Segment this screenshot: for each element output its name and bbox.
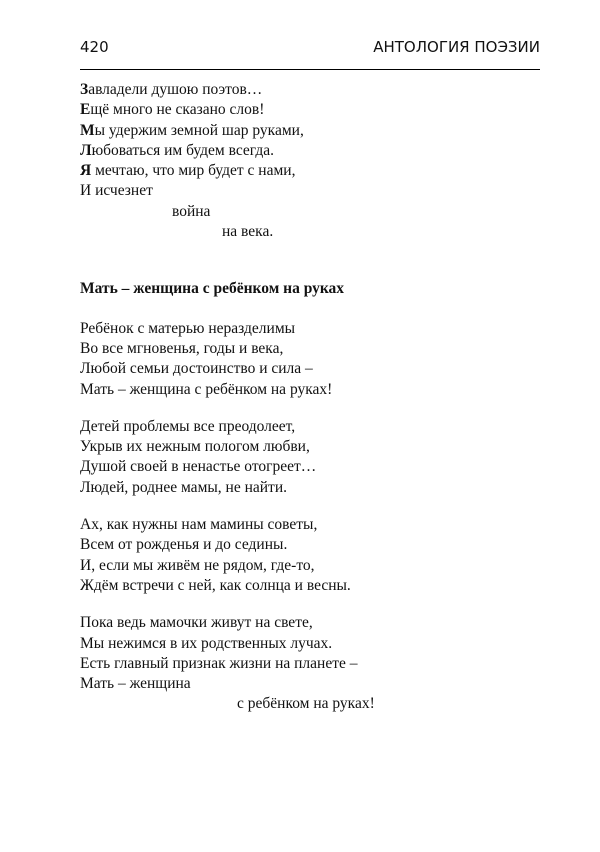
verse-line: Людей, роднее мамы, не найти. bbox=[80, 478, 288, 496]
verse-line: Мать – женщина bbox=[80, 675, 191, 693]
stanza bbox=[80, 417, 560, 498]
verse-line bbox=[80, 121, 560, 141]
line-text: война bbox=[172, 202, 211, 220]
line-text: мечтаю, что мир будет с нами, bbox=[91, 162, 296, 180]
verse-line: Ах, как нужны нам мамины советы, bbox=[80, 516, 318, 534]
verse-line: Ждём встречи с ней, как солнца и весны. bbox=[80, 576, 351, 594]
verse-line: Есть главный признак жизни на планете – bbox=[80, 654, 358, 672]
line-text: И исчезнет bbox=[80, 182, 153, 200]
verse-line: с ребёнком на руках! bbox=[237, 695, 375, 713]
running-title: АНТОЛОГИЯ ПОЭЗИИ bbox=[373, 38, 540, 56]
verse-line: Укрыв их нежным пологом любви, bbox=[80, 438, 310, 456]
line-text: на века. bbox=[222, 223, 274, 241]
header-rule bbox=[80, 69, 540, 70]
verse-line: Мы нежимся в их родственных лучах. bbox=[80, 634, 333, 652]
verse-line: Душой своей в ненастье отогреет… bbox=[80, 458, 317, 476]
bold-initial: Л bbox=[80, 141, 92, 159]
bold-initial: Я bbox=[80, 162, 92, 180]
bold-initial: Е bbox=[80, 101, 91, 119]
line-text: ы удержим земной шар руками, bbox=[94, 121, 304, 139]
verse-line: Детей проблемы все преодолеет, bbox=[80, 417, 296, 435]
verse-line bbox=[80, 222, 560, 242]
stanza bbox=[80, 319, 560, 400]
verse-line: И, если мы живём не рядом, где-то, bbox=[80, 556, 315, 574]
verse-line bbox=[80, 181, 560, 201]
page-body bbox=[80, 80, 560, 715]
verse-line bbox=[80, 141, 560, 161]
verse-line: Всем от рожденья и до седины. bbox=[80, 536, 288, 554]
line-text: авладели душою поэтов… bbox=[88, 81, 263, 98]
verse-line bbox=[80, 202, 560, 222]
poem-title: Мать – женщина с ребёнком на руках bbox=[80, 280, 345, 298]
verse-line: Мать – женщина с ребёнком на руках! bbox=[80, 380, 333, 398]
verse-line bbox=[80, 80, 560, 100]
verse-line: Ребёнок с матерью неразделимы bbox=[80, 319, 296, 337]
page-number: 420 bbox=[80, 38, 109, 56]
intro-stanza bbox=[80, 80, 560, 242]
stanza bbox=[80, 613, 560, 714]
bold-initial: З bbox=[80, 81, 89, 98]
stanza bbox=[80, 515, 560, 596]
verse-line: Пока ведь мамочки живут на свете, bbox=[80, 614, 313, 632]
verse-line bbox=[80, 100, 560, 120]
verse-line bbox=[80, 161, 560, 181]
line-text: щё много не сказано слов! bbox=[90, 101, 265, 119]
bold-initial: М bbox=[80, 121, 95, 139]
verse-line: Во все мгновенья, годы и века, bbox=[80, 339, 284, 357]
line-text: юбоваться им будем всегда. bbox=[91, 141, 274, 159]
verse-line: Любой семьи достоинство и сила – bbox=[80, 360, 313, 378]
